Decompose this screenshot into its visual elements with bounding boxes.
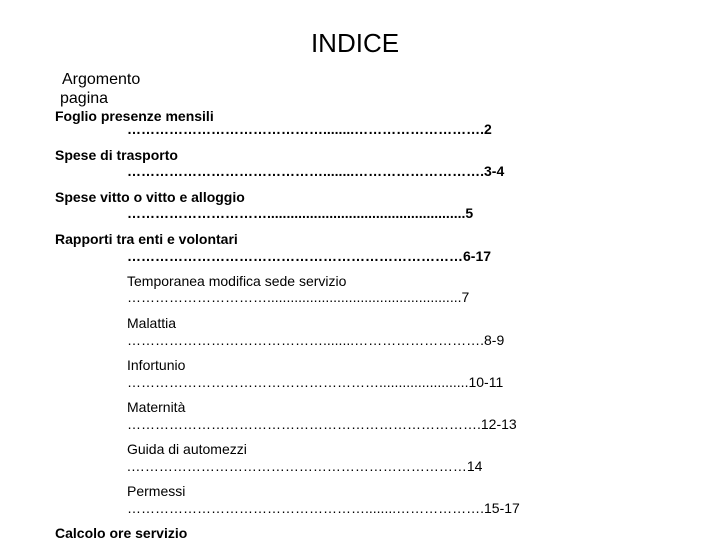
toc-entry-page: 5 [465,205,474,221]
toc-entry-page: 6-17 [463,248,492,264]
page-title: INDICE [310,28,400,58]
toc-entry-page: 2 [484,121,492,137]
toc-entry-label: Permessi [127,483,186,499]
toc-entry-leader [127,374,503,390]
toc-entry-label: Infortunio [127,357,186,373]
toc-entry-page: 7 [461,289,470,305]
toc-entry-label: Guida di automezzi [127,441,247,457]
toc-entry-leader [127,500,520,516]
toc-entry-label: Calcolo ore servizio [55,525,188,541]
toc-entry-leader [127,163,504,179]
toc-entry-label: Spese di trasporto [55,147,178,163]
leader-dots: ……………………………………........………………………. [127,121,485,137]
toc-entry-label: Temporanea modifica sede servizio [127,273,347,289]
leader-dots: ………………………….................................................. [127,289,462,305]
leader-dots: ………………………………………………....................... [127,374,469,390]
toc-entry-page: 14 [466,458,483,474]
toc-entry-page: 10-11 [468,374,504,390]
toc-entry-leader [127,416,517,432]
toc-entry-leader [127,289,469,305]
toc-entry-page: 3-4 [484,163,505,179]
leader-dots: …………………………………………………………………. [127,416,481,432]
toc-entry-label: Rapporti tra enti e volontari [55,231,238,247]
toc-entry-page: 8-9 [484,332,505,348]
leader-dots: …………………………................................................... [127,205,466,221]
leader-dots: .……………………………………………………………… [127,458,467,474]
toc-entry-label: Malattia [127,315,177,331]
toc-entry-page: 15-17 [484,500,520,516]
toc-entry-leader [127,458,482,474]
toc-entry-leader [127,121,492,137]
leader-dots: ……………………………………………........………………. [127,500,485,516]
leader-dots: ……………………………………………………………… [127,248,463,264]
toc-entry-leader [127,332,504,348]
toc-entry-label: Maternità [127,399,186,415]
toc-entry-page: 12-13 [480,416,517,432]
column-header-page: pagina [60,90,109,107]
toc-entry-label: Foglio presenze mensili [55,108,214,124]
toc-entry-label: Spese vitto o vitto e alloggio [55,189,245,205]
leader-dots: ……………………………………........………………………. [127,332,485,348]
toc-entry-leader [127,248,491,264]
column-header-topic: Argomento [62,71,141,88]
toc-entry-leader [127,205,473,221]
leader-dots: ……………………………………........………………………. [127,163,485,179]
